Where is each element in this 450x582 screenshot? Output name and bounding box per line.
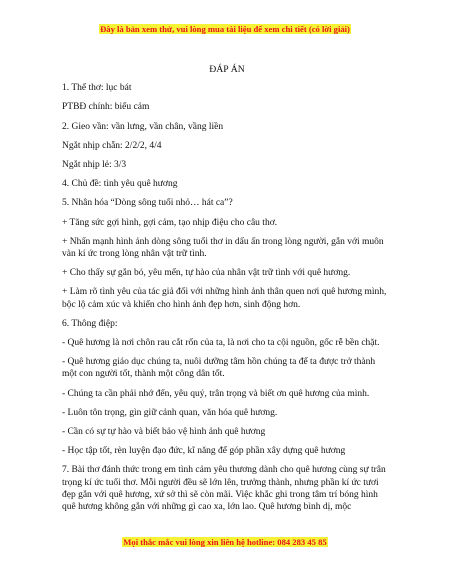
answer-content <box>62 64 392 520</box>
answer-line: + Tăng sức gợi hình, gợi cảm, tạo nhịp điệu cho câu thơ. <box>62 217 278 228</box>
answer-line: - Học tập tốt, rèn luyện đạo đức, kĩ năng để góp phần xây dựng quê hương <box>62 446 346 457</box>
answer-line: Ngắt nhịp lẻ: 3/3 <box>62 160 127 171</box>
answer-line: + Làm rõ tình yêu của tác giả đối với những hình ảnh thân quen nơi quê hương mình, bộc lộ cảm xúc và khiến cho hình ảnh đẹp hơn, sinh động hơn. <box>62 287 387 310</box>
answer-line: 4. Chủ đề: tình yêu quê hương <box>62 179 178 190</box>
answer-line: + Cho thấy sự gắn bó, yêu mến, tự hào của nhân vật trữ tình với quê hương. <box>62 268 351 279</box>
answer-line: - Quê hương giáo dục chúng ta, nuôi dưỡng tâm hồn chúng ta để ta được trở thành một con người tốt, thành một công dân tốt. <box>62 357 376 380</box>
answer-line: 1. Thể thơ: lục bát <box>62 83 132 94</box>
answer-line: PTBĐ chính: biểu cảm <box>62 102 150 113</box>
answer-line: 2. Gieo vần: vần lưng, vần chân, vầng liền <box>62 121 224 132</box>
preview-notice-banner <box>0 24 450 34</box>
answer-line: Ngắt nhịp chẵn: 2/2/2, 4/4 <box>62 140 162 151</box>
answer-line: - Luôn tôn trọng, gìn giữ cảnh quan, văn hóa quê hương. <box>62 407 278 418</box>
page-title: ĐÁP ÁN <box>209 64 245 75</box>
answer-line: 6. Thông điệp: <box>62 318 118 329</box>
preview-notice-text: Đây là bản xem thử, vui lòng mua tài liệu để xem chi tiết (có lời giải) <box>100 24 350 34</box>
answer-line: 5. Nhân hóa “Dòng sông tuổi nhỏ… hát ca”? <box>62 198 233 209</box>
answer-line: - Quê hương là nơi chôn rau cắt rốn của ta, là nơi cho ta cội nguồn, gốc rễ bền chặt. <box>62 338 380 349</box>
answer-line: + Nhấn mạnh hình ảnh dòng sông tuổi thơ in dấu ấn trong lòng người, gắn với muôn vàn kí ức trong lòng nhân vật trữ tình. <box>62 236 384 260</box>
answer-line: 7. Bài thơ đánh thức trong em tình cảm yêu thương dành cho quê hương cùng sự trân trọng kí ức tuổi thơ. Mỗi người đều sẽ lớn lên, trưởng thành, nhưng phần kí ức tươi đẹp gắn với quê hương, xứ sở thì sẽ còn mãi. Việc khắc ghi trong tâm trí bóng hình quê hương không gắn với những gì cao xa, lớn lao. Quê hương bình dị, mộc <box>62 465 386 513</box>
hotline-notice-text: Mọi thắc mắc vui lòng xin liên hệ hotline: 084 283 45 85 <box>123 537 327 547</box>
hotline-notice-banner <box>0 537 450 547</box>
answer-line: - Cần có sự tự hào và biết bảo vệ hình ảnh quê hương <box>62 427 266 438</box>
answer-line: - Chúng ta cần phải nhớ đến, yêu quý, trân trọng và biết ơn quê hương của mình. <box>62 388 370 399</box>
